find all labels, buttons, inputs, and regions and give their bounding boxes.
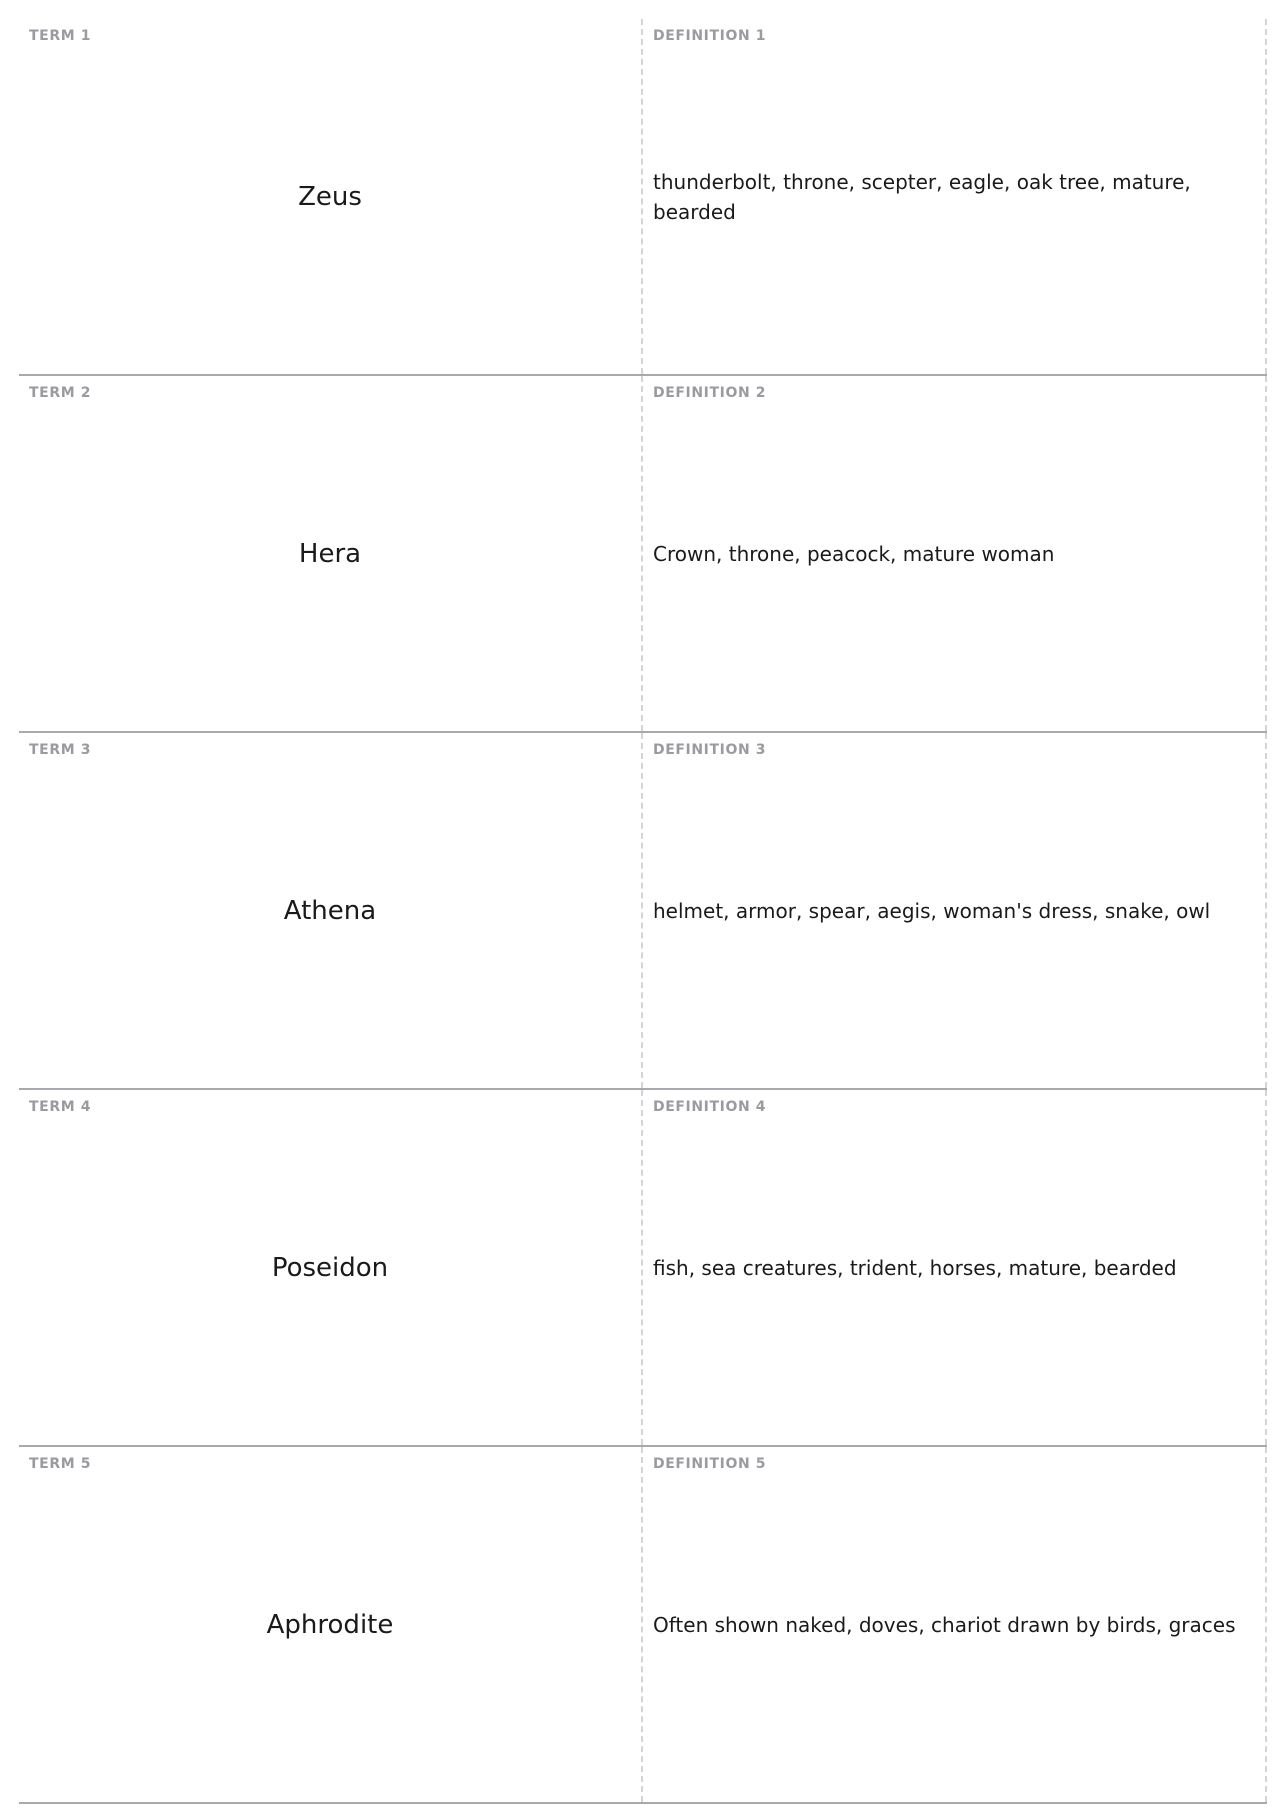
definition-label: DEFINITION 2 [653,385,767,401]
definition-cell [643,733,1267,1088]
term-cell [19,376,643,731]
term-label: TERM 4 [29,1099,92,1115]
flashcard-row [19,19,1267,376]
flashcard-row [19,733,1267,1090]
definition-cell [643,19,1267,374]
definition-label: DEFINITION 4 [653,1099,767,1115]
definition-label: DEFINITION 5 [653,1456,767,1472]
definition-label: DEFINITION 3 [653,742,767,758]
definition-text-container [653,1447,1249,1802]
flashcard-sheet [19,19,1267,1807]
definition-cell [643,1447,1267,1802]
definition-text-container [653,1090,1249,1445]
term-text: Zeus [298,181,362,212]
term-cell [19,733,643,1088]
term-text: Aphrodite [266,1609,394,1640]
flashcard-row [19,1090,1267,1447]
definition-text-container [653,376,1249,731]
term-text: Poseidon [271,1252,389,1283]
definition-text-container [653,733,1249,1088]
term-cell [19,1090,643,1445]
definition-cell [643,376,1267,731]
definition-text: Often shown naked, doves, chariot drawn by birds, graces [653,1612,1236,1637]
term-label: TERM 2 [29,385,92,401]
flashcard-row [19,1447,1267,1804]
term-label: TERM 5 [29,1456,92,1472]
definition-text: helmet, armor, spear, aegis, woman's dress, snake, owl [653,898,1211,923]
flashcard-row [19,376,1267,733]
definition-cell [643,1090,1267,1445]
term-text: Hera [298,538,362,569]
definition-text-container [653,19,1249,374]
definition-text: thunderbolt, throne, scepter, eagle, oak tree, mature, bearded [653,169,1191,224]
term-label: TERM 1 [29,28,92,44]
definition-label: DEFINITION 1 [653,28,767,44]
term-cell [19,1447,643,1802]
definition-text: fish, sea creatures, trident, horses, mature, bearded [653,1255,1177,1280]
term-text: Athena [283,895,377,926]
term-label: TERM 3 [29,742,92,758]
term-cell [19,19,643,374]
definition-text: Crown, throne, peacock, mature woman [653,541,1055,566]
